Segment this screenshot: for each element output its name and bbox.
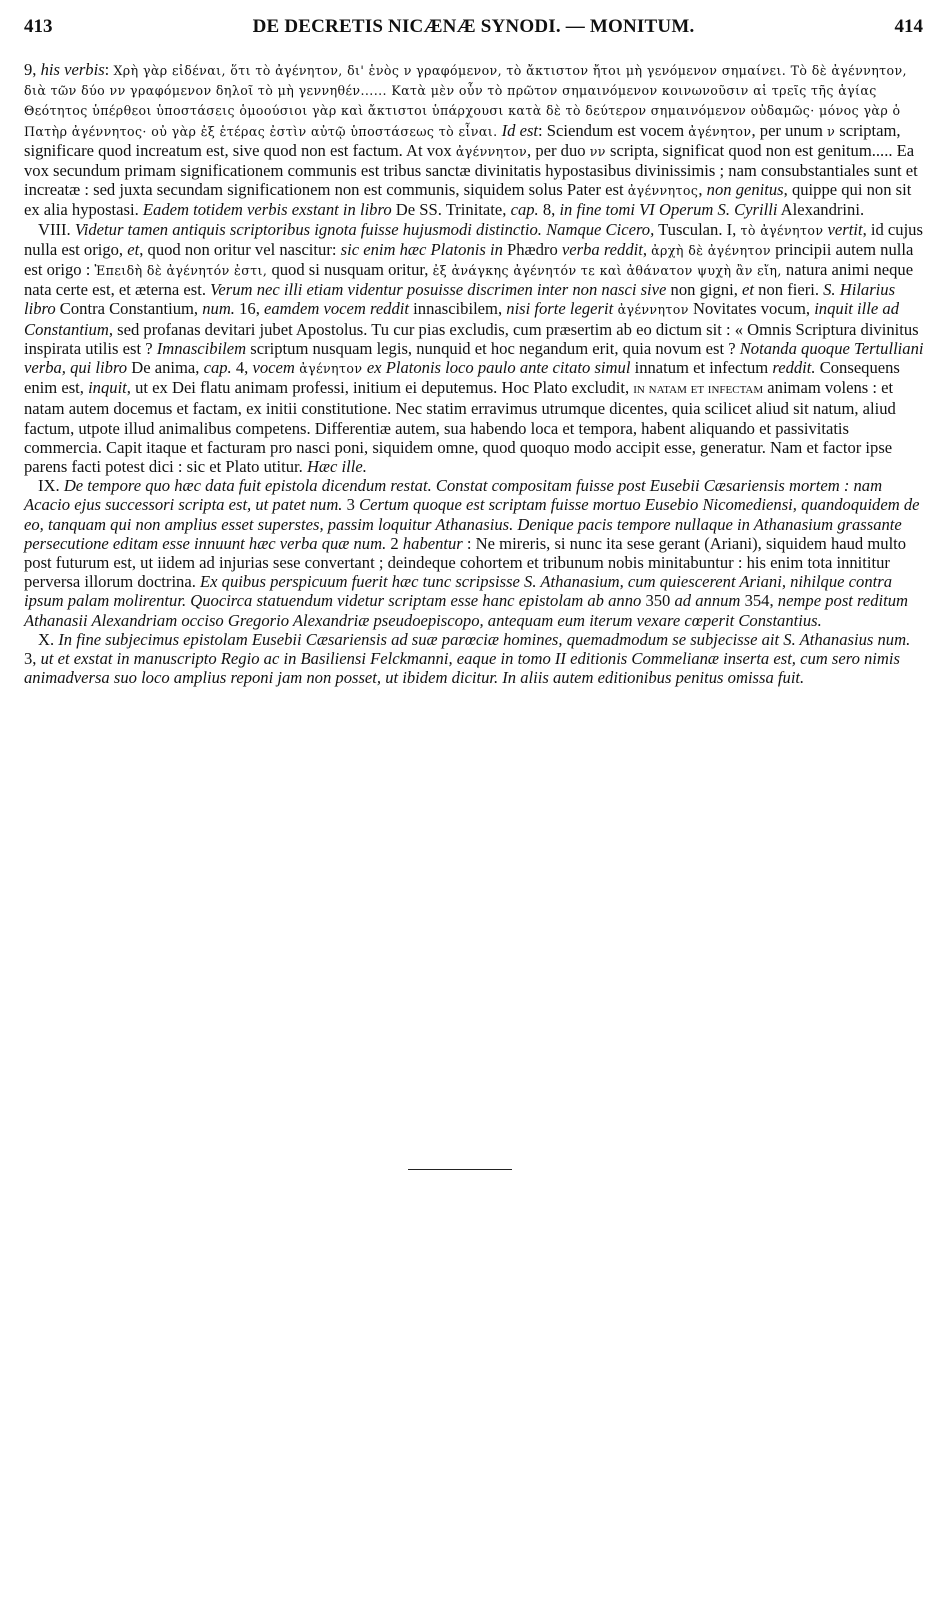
text-run: verba reddit	[561, 239, 643, 259]
greek-word: ἀγέννητος	[627, 183, 699, 199]
text-run: De tempore quo hæc data fuit epistola dicendum restat. Constat compositam fuisse post Eusebii Cæsariensis mortem : nam Acacio ejus successori scripta est, ut patet num.	[24, 476, 883, 515]
text-run: Eadem totidem verbis exstant in libro	[142, 200, 392, 220]
text-run: , per duo	[527, 140, 590, 160]
greek-quotation: ἀρχὴ δὲ ἀγένητον	[651, 242, 771, 258]
text-run: animam volens : et natam autem docemus et factam, ex initii constitutione. Nec statim erravimus utrumque dicentes, quia scilicet aliud sit natum, aliud factum, utpote illud animalibus competens. Differentiæ autem, sua habendo loca et tempora, habent aliquando et passivitatis commercia. Capit itaque et facturam pro nasci poni, siquidem omne, quod quoquo modo accipit esse, generatur. Nam et factor ipse parens facti potest dici : sic et Plato utitur.	[24, 378, 896, 477]
text-run: scriptum nusquam legis, nunquid et hoc negandum erit, quia novum est ?	[246, 338, 740, 358]
text-run: , quod non oritur vel nascitur:	[139, 239, 341, 259]
text-run: innatum et infectum	[630, 358, 773, 378]
text-run: Novitates vocum,	[688, 299, 815, 319]
end-rule	[408, 1169, 512, 1170]
page-header	[24, 16, 923, 44]
text-run: num.	[202, 299, 235, 319]
text-run: vertit	[823, 219, 863, 239]
page-body	[24, 60, 924, 688]
text-run: 9,	[24, 60, 41, 79]
greek-quotation: Ἐπειδὴ δὲ ἀγένητόν ἐστι,	[94, 263, 268, 279]
text-run: Hæc ille.	[306, 457, 367, 477]
greek-word: νν	[589, 143, 606, 159]
text-run: :	[104, 60, 114, 79]
page-number-left: 413	[24, 16, 53, 37]
text-run: De SS. Trinitate,	[391, 200, 511, 220]
text-run: De anima,	[127, 358, 204, 378]
small-caps-run: in natam et infectam	[633, 381, 764, 398]
text-run: ,	[642, 239, 652, 259]
text-run: eamdem vocem reddit	[264, 299, 410, 319]
text-run: In fine subjecimus epistolam Eusebii Cæsariensis ad suæ parœciæ homines, quemadmodum se subjecisse ait S. Athanasius num.	[58, 629, 911, 649]
text-run: quod si nusquam oritur,	[267, 260, 433, 280]
text-run: ,	[698, 180, 707, 200]
text-run: Ex quibus perspicuum fuerit hæc tunc scripsisse S. Athanasium, cum quiescerent Ariani, nihilque contra ipsum palam molirentur. Quocirca statuendum videtur scriptam esse hanc epistolam ab anno	[24, 572, 892, 611]
text-run: inquit	[88, 378, 127, 398]
text-run: , per unum	[751, 120, 828, 140]
text-run: sed profanas devitari jubet Apostolus. Tu cur pias excludis, cum præsertim ab eo dictum sit : « Omnis Scriptura divinitus inspirata utilis est ?	[24, 319, 919, 358]
text-run: scriptam, significare quod increatum est, sive quod non est factum. At vox	[24, 120, 901, 160]
text-run: Contra Constantium,	[55, 299, 203, 319]
section-numeral: VIII.	[38, 219, 75, 239]
text-run: sic enim hæc Platonis in	[340, 239, 503, 259]
section-numeral: X.	[38, 629, 59, 649]
text-run: , quippe qui non sit ex alia hypostasi.	[24, 180, 912, 220]
greek-word: ἀγέννητον	[455, 143, 528, 159]
text-run: ad annum	[674, 591, 741, 611]
paragraph-viii	[24, 220, 924, 477]
text-run: Videtur tamen antiquis scriptoribus ignota fuisse hujusmodi distinctio. Namque Cicero,	[74, 219, 655, 239]
text-run: Consequens enim est,	[24, 358, 900, 398]
text-run: Tusculan. I,	[654, 219, 741, 239]
text-run: Phædro	[502, 239, 562, 259]
text-run: Verum nec illi etiam videntur posuisse discrimen inter non nasci sive	[210, 280, 667, 300]
text-run: Alexandrini.	[777, 200, 865, 220]
text-run: his verbis	[40, 60, 105, 79]
text-run: nisi forte legerit	[506, 299, 614, 319]
text-run: 2	[386, 533, 403, 553]
running-title: DE DECRETIS NICÆNÆ SYNODI. — MONITUM.	[252, 16, 695, 37]
text-run: inquit ille ad Constantium,	[24, 299, 899, 339]
paragraph-9	[24, 60, 924, 220]
section-numeral: IX.	[38, 476, 64, 496]
text-run: 354,	[740, 591, 778, 611]
text-run: 4,	[231, 358, 253, 378]
greek-quotation: Χρὴ γὰρ εἰδέναι, ὅτι τὸ ἀγένητον, δι' ἑνὸς ν γραφόμενον, τὸ ἄκτιστον ἤτοι μὴ γενόμενον σημαίνει. Τὸ δὲ ἀγέννητον, διὰ τῶν δύο νν γραφόμενον δηλοῖ τὸ μὴ γεννηθέν...... Κατὰ μὲν οὖν τὸ πρῶτον σημαινόμενον κοινωνοῦσιν αἱ τρεῖς τῆς ἁγίας Θεότητος ὑπέρθεοι ὑποστάσεις ὁμοούσιοι γὰρ καὶ ἄκτιστοι ὑπάρχουσι κατὰ δὲ τὸ δεύτερον σημαινόμενον οὐδαμῶς· μόνος γὰρ ὁ Πατὴρ ἀγέννητος· οὐ γὰρ ἐξ ἑτέρας ἐστὶν αὐτῷ ὑποστάσεως τὸ εἶναι.	[24, 63, 907, 139]
page-number-right: 414	[894, 16, 923, 37]
text-run: ex Platonis loco paulo ante citato simul	[366, 358, 631, 378]
greek-word: ἀγένητον	[688, 123, 752, 139]
text-run: non gigni,	[666, 280, 743, 300]
greek-word: ἀγένητον	[294, 361, 367, 377]
text-run: Notanda quoque Tertulliani verba, qui libro	[24, 338, 924, 378]
text-run: nempe post reditum Athanasii Alexandriam occiso Gregorio Alexandriæ pseudoepiscopo, antequam eum iterum vexare cœperit Constantius.	[24, 591, 909, 630]
text-run: Imnascibilem	[156, 338, 247, 358]
text-run: natura animi neque nata certe est, et æterna est.	[24, 260, 914, 300]
text-run: S. Hilarius libro	[24, 280, 896, 319]
text-run: habentur	[402, 533, 463, 553]
text-run: , ut ex Dei flatu animam professi, initium ei deputemus. Hoc Plato excludit,	[126, 378, 634, 398]
text-run: 16,	[234, 299, 265, 319]
greek-word: ἀγέννητον	[613, 302, 689, 318]
text-run: et	[742, 280, 754, 300]
text-run: reddit.	[772, 358, 816, 378]
text-run: innascibilem,	[409, 299, 507, 319]
text-run: 3	[342, 495, 360, 515]
text-run: Id est	[497, 120, 539, 140]
text-run: principii autem nulla est origo :	[24, 239, 914, 280]
text-run: 3,	[24, 649, 41, 669]
text-run: 350	[641, 591, 675, 611]
greek-word: ν	[827, 123, 836, 139]
text-run: et	[127, 239, 140, 259]
text-run: : Ne mireris, si nunc ita sese gerant (Ariani), siquidem haud multo post futurum est, ut iidem ad injurias sese convertant ; deindeque cohortem et tribunum nobis minitabuntur : his enim tota innititur perversa illorum doctrina.	[24, 533, 907, 592]
text-run: ut et exstat in manuscripto Regio ac in Basiliensi Felckmanni, eaque in tomo II editionis Commelianæ inserta est, cum sero nimis animadversa suo loco amplius reponi jam non posset, ut ibidem dicitur. In aliis autem editionibus penitus omissa fuit.	[24, 649, 900, 688]
text-run: non genitus	[706, 180, 784, 200]
text-run: : Sciendum est vocem	[538, 120, 689, 140]
text-run: scripta, significat quod non est genitum..... Ea vox secundum primam significationem communis est tribus sanctæ divinitatis hypostasibus divinissimis ; nam consubstantiales sunt et increatæ : sed juxta secundam significationem non est communis, siquidem solus Pater est	[24, 140, 918, 200]
text-run: vocem	[252, 358, 295, 378]
greek-quotation: ἐξ ἀνάγκης ἀγένητόν τε καὶ ἀθάνατον ψυχὴ ἂν εἴη,	[432, 263, 782, 279]
greek-word: τὸ ἀγένητον	[740, 222, 824, 238]
text-run: Certum quoque est scriptam fuisse mortuo Eusebio Nicomediensi, quandoquidem de eo, tanquam qui non amplius esset superstes, passim loquitur Athanasius. Denique pacis tempore nullaque in Athanasium grassante persecutione editam esse innuunt hæc verba quæ num.	[24, 495, 920, 553]
text-run: in fine tomi VI Operum S. Cyrilli	[559, 200, 778, 220]
text-run: cap.	[510, 200, 539, 220]
text-run: cap.	[203, 358, 232, 378]
text-run: 8,	[538, 200, 560, 220]
text-run: , id cujus nulla est origo,	[24, 219, 923, 259]
text-run: non fieri.	[754, 280, 824, 300]
paragraph-x	[24, 630, 924, 688]
paragraph-ix	[24, 476, 924, 630]
